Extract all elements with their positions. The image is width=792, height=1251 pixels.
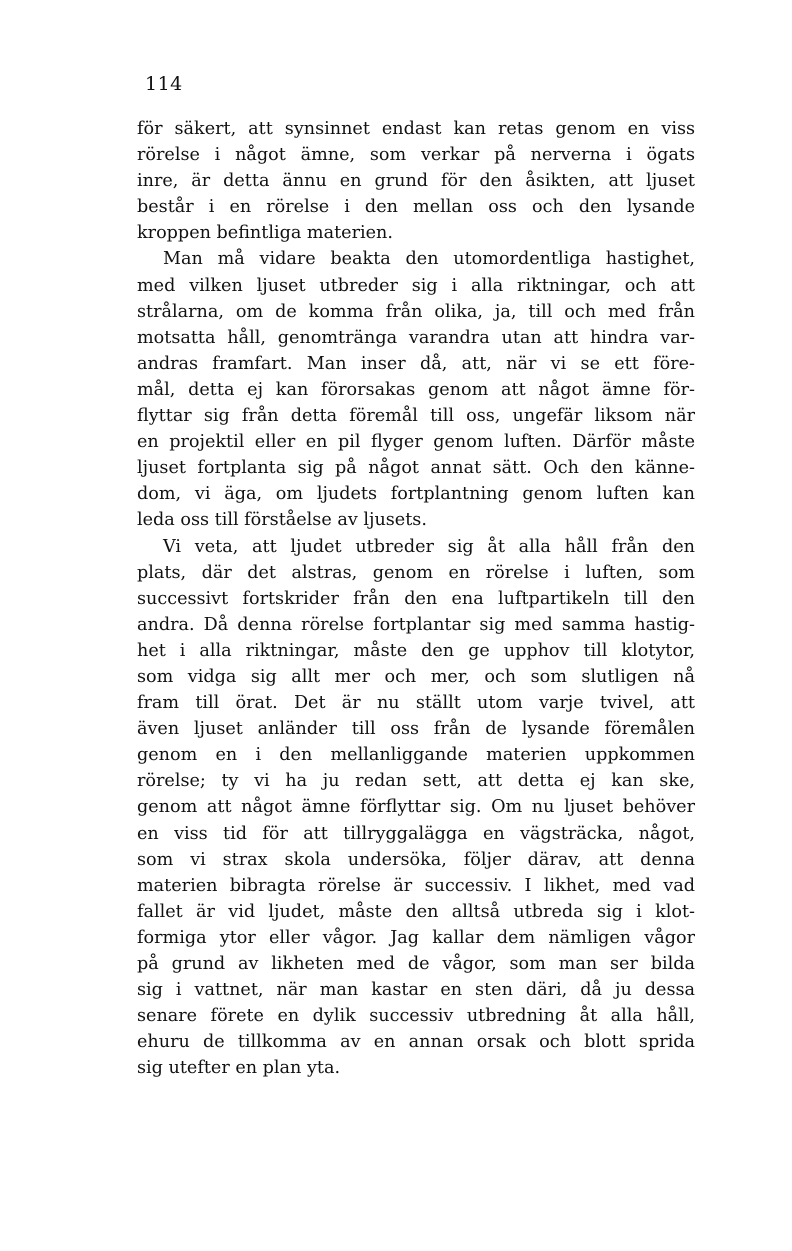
text-line: plats, där det alstras, genom en rörelse i luften, som: [137, 562, 695, 583]
text-line: materien bibragta rörelse är successiv. I likhet, med vad: [137, 875, 695, 896]
text-line: som vi strax skola undersöka, följer därav, att denna: [137, 849, 695, 870]
text-line: senare förete en dylik successiv utbredning åt alla håll,: [137, 1006, 695, 1027]
text-line: motsatta håll, genomtränga varandra utan att hindra var-: [137, 327, 695, 348]
text-line: Vi veta, att ljudet utbreder sig åt alla håll från den: [163, 536, 695, 557]
text-line: sig i vattnet, när man kastar en sten däri, då ju dessa: [137, 980, 695, 1001]
text-line: fallet är vid ljudet, måste den alltså utbreda sig i klot-: [137, 901, 695, 922]
text-line: flyttar sig från detta föremål till oss, ungefär liksom när: [137, 406, 695, 427]
text-line: het i alla riktningar, måste den ge upphov till klotytor,: [137, 640, 695, 661]
text-line: som vidga sig allt mer och mer, och som slutligen nå: [137, 666, 695, 687]
text-line: består i en rörelse i den mellan oss och den lysande: [137, 197, 695, 218]
text-line: en viss tid för att tillryggalägga en vägsträcka, något,: [137, 823, 695, 844]
text-line: genom en i den mellanliggande materien uppkommen: [137, 745, 695, 766]
text-line: ehuru de tillkomma av en annan orsak och blott sprida: [137, 1032, 695, 1053]
body-text: [137, 116, 695, 1081]
text-line: med vilken ljuset utbreder sig i alla riktningar, och att: [137, 275, 695, 296]
text-line: andra. Då denna rörelse fortplantar sig med samma hastig-: [137, 614, 695, 635]
text-line: inre, är detta ännu en grund för den åsikten, att ljuset: [137, 171, 695, 192]
text-line: genom att något ämne förflyttar sig. Om nu ljuset behöver: [137, 797, 695, 818]
text-line: för säkert, att synsinnet endast kan retas genom en viss: [137, 119, 695, 139]
text-line: fram till örat. Det är nu ställt utom varje tvivel, att: [137, 693, 695, 714]
text-line: dom, vi äga, om ljudets fortplantning genom luften kan: [137, 484, 695, 505]
text-line: på grund av likheten med de vågor, som man ser bilda: [137, 954, 695, 974]
text-line: en projektil eller en pil flyger genom luften. Därför måste: [137, 432, 695, 453]
text-line: Man må vidare beakta den utomordentliga hastighet,: [163, 249, 695, 270]
text-line: formiga ytor eller vågor. Jag kallar dem nämligen vågor: [137, 927, 695, 948]
text-line: mål, detta ej kan förorsakas genom att något ämne för-: [137, 379, 695, 400]
text-line: rörelse i något ämne, som verkar på nerverna i ögats: [137, 145, 695, 166]
page-number: 114: [145, 73, 183, 95]
text-line: rörelse; ty vi ha ju redan sett, att detta ej kan ske,: [137, 771, 695, 792]
text-line: successivt fortskrider från den ena luftpartikeln till den: [137, 588, 695, 609]
text-line: andras framfart. Man inser då, att, när vi se ett före-: [137, 353, 695, 374]
text-line: ljuset fortplanta sig på något annat sätt. Och den känne-: [137, 458, 695, 479]
text-line: strålarna, om de komma från olika, ja, till och med från: [137, 301, 695, 322]
text-line: sig utefter en plan yta.: [137, 1058, 341, 1079]
text-line: kroppen befintliga materien.: [137, 223, 393, 244]
text-line: även ljuset anländer till oss från de lysande föremålen: [137, 719, 695, 740]
text-line: leda oss till förståelse av ljusets.: [137, 510, 427, 531]
